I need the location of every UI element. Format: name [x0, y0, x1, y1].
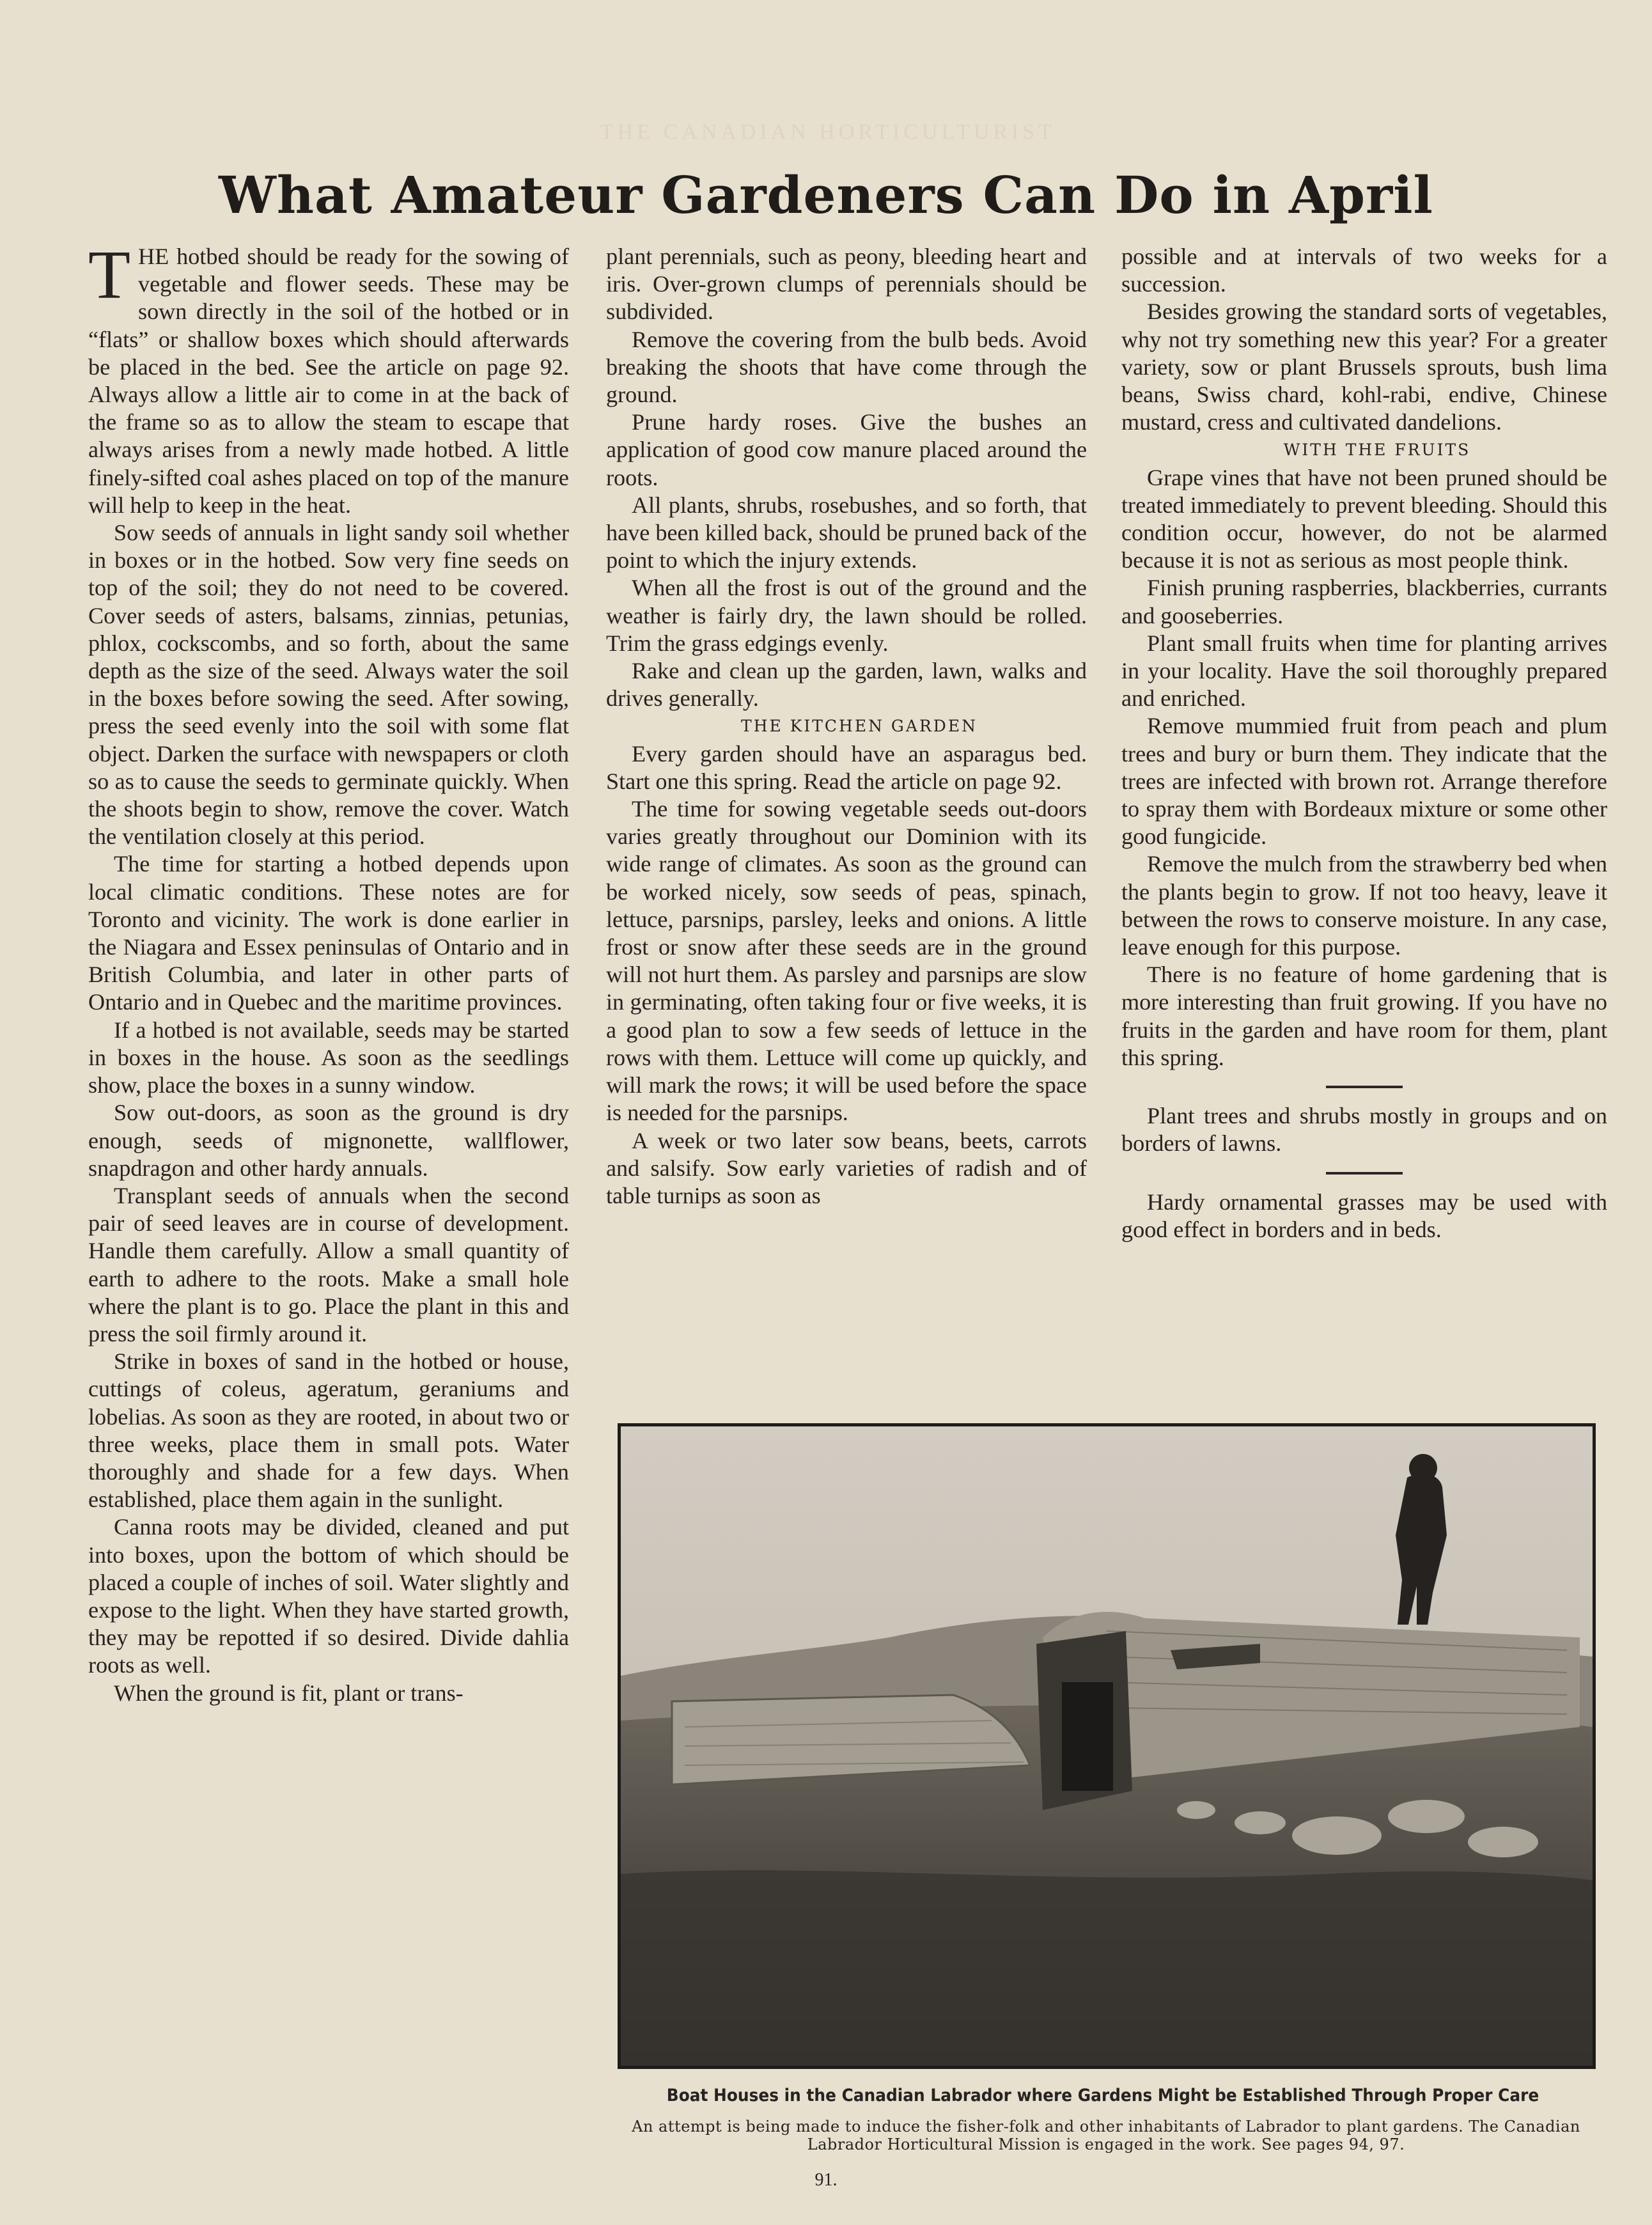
paragraph: Transplant seeds of annuals when the second pair of seed leaves are in course of development. Handle them carefully. Allow a small quantity of earth to adhere to the roots. Make a small hole where the plant is to go. Place the plant in this and press the soil firmly around it.	[88, 1182, 569, 1347]
column-2	[606, 243, 1087, 1210]
paragraph: If a hotbed is not available, seeds may be started in boxes in the house. As soon as the seedlings show, place the boxes in a sunny window.	[88, 1017, 569, 1098]
paragraph: Strike in boxes of sand in the hotbed or house, cuttings of coleus, ageratum, geraniums and lobelias. As soon as they are rooted, in about two or three weeks, place them in small pots. Water thoroughly and shade for a few days. When established, place them again in the sunlight.	[88, 1348, 569, 1513]
paragraph: There is no feature of home gardening that is more interesting than fruit growing. If you have no fruits in the garden and have room for them, plant this spring.	[1121, 962, 1607, 1070]
column-3	[1121, 243, 1607, 1244]
boat-houses-photo	[618, 1423, 1596, 2069]
photo-caption-text: An attempt is being made to induce the fisher-folk and other inhabitants of Labrador to plant gardens. The Canadian Labrador Horticultural Mission is engaged in the work. See pages 94, 97.	[632, 2118, 1580, 2153]
photo-illustration	[621, 1426, 1593, 2066]
page-number: 91.	[814, 2170, 838, 2190]
paragraph: Sow seeds of annuals in light sandy soil whether in boxes or in the hotbed. Sow very fine seeds on top of the soil; they do not need to be covered. Cover seeds of asters, balsams, zinnias, petunias, phlox, cockscombs, and so forth, about the same depth as the size of the seed. Always water the soil in the boxes before sowing the seed. After sowing, press the seed evenly into the soil with some flat object. Darken the surface with newspapers or cloth so as to cause the seeds to germinate quickly. When the shoots begin to show, remove the cover. Watch the ventilation closely at this period.	[88, 520, 569, 850]
running-header-showthrough: THE CANADIAN HORTICULTURIST	[600, 120, 1056, 144]
paragraph: plant perennials, such as peony, bleeding heart and iris. Over-grown clumps of perennials should be subdivided.	[606, 244, 1087, 325]
photo-caption-title: Boat Houses in the Canadian Labrador where Gardens Might be Established Through Proper Care	[666, 2086, 1539, 2105]
paragraph: Finish pruning raspberries, blackberries, currants and gooseberries.	[1121, 575, 1607, 628]
divider-rule	[1326, 1086, 1403, 1088]
column-1	[88, 237, 569, 1707]
paragraph: The time for sowing vegetable seeds out-doors varies greatly throughout our Dominion with its wide range of climates. As soon as the ground can be worked nicely, sow seeds of peas, spinach, lettuce, parsnips, parsley, leeks and onions. A little frost or snow after these seeds are in the ground will not hurt them. As parsley and parsnips are slow in germinating, often taking four or five weeks, it is a good plan to sow a few seeds of lettuce in the rows with them. Lettuce will come up quickly, and will mark the rows; it will be used before the space is needed for the parsnips.	[606, 796, 1087, 1126]
article-title: What Amateur Gardeners Can Do in April	[219, 165, 1433, 225]
paragraph: THE hotbed should be ready for the sowing of vegetable and flower seeds. These may be sown directly in the soil of the hotbed or in “flats” or shallow boxes which should afterwards be placed in the bed. See the article on page 92. Always allow a little air to come in at the back of the frame so as to allow the steam to escape that always arises from a newly made hotbed. A little finely-sifted coal ashes placed on top of the manure will help to keep in the heat.	[88, 237, 569, 518]
paragraph: A week or two later sow beans, beets, carrots and salsify. Sow early varieties of radish and of table turnips as soon as	[606, 1127, 1087, 1208]
section-heading-fruits: WITH THE FRUITS	[1283, 441, 1471, 460]
paragraph: Prune hardy roses. Give the bushes an application of good cow manure placed around the roots.	[606, 409, 1087, 490]
paragraph: Canna roots may be divided, cleaned and put into boxes, upon the bottom of which should be placed a couple of inches of soil. Water slightly and expose to the light. When they have started growth, they may be repotted if so desired. Divide dahlia roots as well.	[88, 1514, 569, 1678]
paragraph: Remove the mulch from the strawberry bed when the plants begin to grow. If not too heavy, leave it between the rows to conserve moisture. In any case, leave enough for this purpose.	[1121, 851, 1607, 960]
paragraph: possible and at intervals of two weeks for a succession.	[1121, 244, 1607, 297]
paragraph: All plants, shrubs, rosebushes, and so forth, that have been killed back, should be pruned back of the point to which the injury extends.	[606, 492, 1087, 574]
paragraph: Every garden should have an asparagus bed. Start one this spring. Read the article on page 92.	[606, 740, 1087, 794]
paragraph: Plant small fruits when time for planting arrives in your locality. Have the soil thoroughly prepared and enriched.	[1121, 630, 1607, 712]
note-paragraph: Hardy ornamental grasses may be used with good effect in borders and in beds.	[1121, 1189, 1607, 1242]
section-heading-kitchen-garden: THE KITCHEN GARDEN	[741, 717, 978, 736]
paragraph: Remove the covering from the bulb beds. Avoid breaking the shoots that have come through the ground.	[606, 326, 1087, 408]
paragraph: Sow out-doors, as soon as the ground is dry enough, seeds of mignonette, wallflower, snapdragon and other hardy annuals.	[88, 1100, 569, 1181]
drop-cap: T	[88, 237, 130, 313]
paragraph: When all the frost is out of the ground and the weather is fairly dry, the lawn should be rolled. Trim the grass edgings evenly.	[606, 575, 1087, 656]
paragraph: Rake and clean up the garden, lawn, walks and drives generally.	[606, 658, 1087, 712]
paragraph: Remove mummied fruit from peach and plum trees and bury or burn them. They indicate that the trees are infected with brown rot. Arrange therefore to spray them with Bordeaux mixture or some other good fungicide.	[1121, 713, 1607, 850]
paragraph: The time for starting a hotbed depends upon local climatic conditions. These notes are for Toronto and vicinity. The work is done earlier in the Niagara and Essex peninsulas of Ontario and in British Columbia, and later in other parts of Ontario and in Quebec and the maritime provinces.	[88, 851, 569, 1015]
paragraph: Besides growing the standard sorts of vegetables, why not try something new this year? For a greater variety, sow or plant Brussels sprouts, bush lima beans, Swiss chard, kohl-rabi, endive, Chinese mustard, cress and cultivated dandelions.	[1121, 299, 1607, 435]
divider-rule	[1326, 1172, 1403, 1175]
note-paragraph: Plant trees and shrubs mostly in groups and on borders of lawns.	[1121, 1103, 1607, 1157]
paragraph: Grape vines that have not been pruned should be treated immediately to prevent bleeding. Should this condition occur, however, do not be alarmed because it is not as serious as most people think.	[1121, 464, 1607, 574]
paragraph: When the ground is fit, plant or trans-	[114, 1680, 464, 1706]
